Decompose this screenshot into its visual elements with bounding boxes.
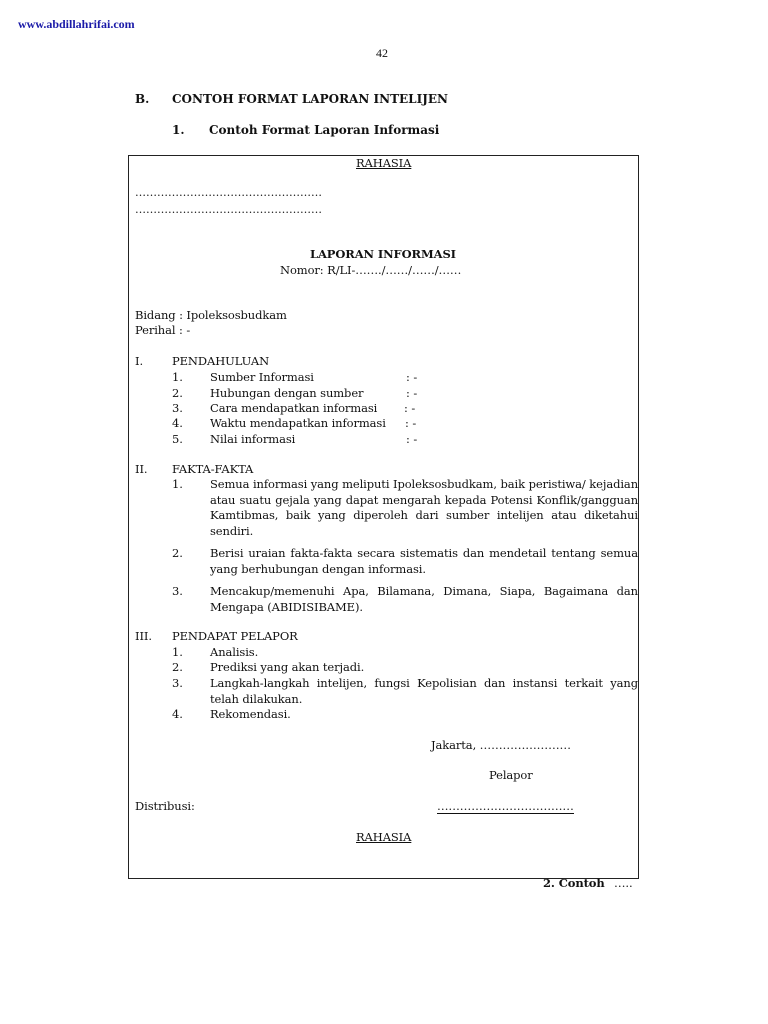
list-item-number: 1. — [172, 477, 183, 491]
reporter-label: Pelapor — [489, 768, 533, 782]
list-item-number: 3. — [172, 584, 183, 598]
subsection-title: Contoh Format Laporan Informasi — [209, 123, 440, 137]
address-line-1: …………………………………………… — [135, 186, 322, 199]
section-marker: B. — [135, 92, 150, 106]
list-item-number: 2. — [172, 660, 183, 674]
section-3-numeral: III. — [135, 629, 152, 643]
section-3-title: PENDAPAT PELAPOR — [172, 629, 298, 643]
list-item-text: Langkah-langkah intelijen, fungsi Kepolisian dan instansi terkait yang telah dilakukan. — [210, 676, 638, 706]
list-item-value: : - — [404, 401, 416, 415]
list-item-label: Nilai informasi — [210, 432, 296, 446]
list-item-label: Cara mendapatkan informasi — [210, 401, 378, 415]
list-item-value: : - — [406, 370, 418, 384]
list-item-value: : - — [406, 432, 418, 446]
list-item-label: Sumber Informasi — [210, 370, 314, 384]
page-number: 42 — [376, 46, 388, 60]
list-item-number: 5. — [172, 432, 183, 446]
list-item-number: 3. — [172, 676, 183, 690]
report-number: Nomor: R/LI-……./……/……/…… — [280, 263, 462, 277]
signature-line: ……………………………… — [437, 799, 574, 813]
website-link[interactable]: www.abdillahrifai.com — [18, 17, 135, 31]
list-item-number: 4. — [172, 707, 183, 721]
classification-bottom: RAHASIA — [356, 830, 412, 844]
section-2-numeral: II. — [135, 462, 148, 476]
section-1-numeral: I. — [135, 354, 143, 368]
address-line-2: …………………………………………… — [135, 203, 322, 216]
list-item-text: Berisi uraian fakta-fakta secara sistematis dan mendetail tentang semua yang berhubungan dengan informasi. — [210, 546, 638, 576]
bidang-field: Bidang : Ipoleksosbudkam — [135, 308, 287, 322]
perihal-field: Perihal : - — [135, 323, 191, 337]
section-1-title: PENDAHULUAN — [172, 354, 270, 368]
list-item-text: Prediksi yang akan terjadi. — [210, 660, 365, 674]
list-item-number: 2. — [172, 386, 183, 400]
list-item-text: Mencakup/memenuhi Apa, Bilamana, Dimana, Siapa, Bagaimana dan Mengapa (ABIDISIBAME). — [210, 584, 638, 614]
list-item-number: 4. — [172, 416, 183, 430]
list-item-text: Analisis. — [210, 645, 259, 659]
classification-top: RAHASIA — [356, 156, 412, 170]
place-date: Jakarta, …………………… — [431, 738, 571, 752]
continuation-label: 2. Contoh — [543, 876, 605, 890]
list-item-value: : - — [405, 416, 417, 430]
distribution-label: Distribusi: — [135, 799, 195, 813]
list-item-value: : - — [406, 386, 418, 400]
subsection-marker: 1. — [172, 123, 185, 137]
list-item-number: 1. — [172, 370, 183, 384]
list-item-number: 2. — [172, 546, 183, 560]
list-item-text: Semua informasi yang meliputi Ipoleksosbudkam, baik peristiwa/ kejadian atau suatu gejala yang dapat mengarah kepada Potensi Konflik/gangguan Kamtibmas, baik yang diperoleh dari sumber intelijen atau diketahui sendiri. — [210, 477, 638, 538]
report-title: LAPORAN INFORMASI — [310, 247, 456, 261]
list-item-text: Rekomendasi. — [210, 707, 291, 721]
section-title: CONTOH FORMAT LAPORAN INTELIJEN — [172, 92, 449, 106]
list-item-number: 3. — [172, 401, 183, 415]
section-2-title: FAKTA-FAKTA — [172, 462, 254, 476]
list-item-number: 1. — [172, 645, 183, 659]
list-item-label: Hubungan dengan sumber — [210, 386, 364, 400]
continuation-dots: ….. — [614, 876, 633, 890]
list-item-label: Waktu mendapatkan informasi — [210, 416, 386, 430]
